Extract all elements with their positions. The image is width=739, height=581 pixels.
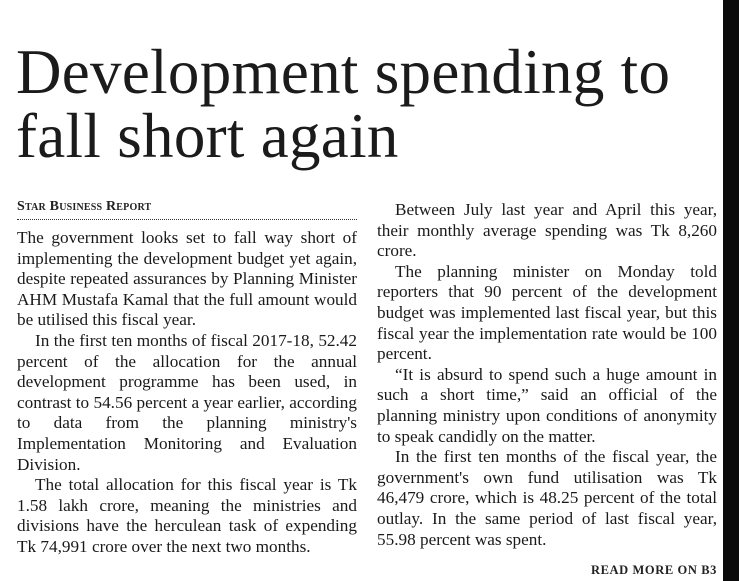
article-column-left (17, 198, 357, 558)
read-more-link[interactable]: READ MORE ON B3 (590, 563, 717, 577)
byline-divider (17, 219, 357, 220)
paragraph-planning-minister: The planning minister on Monday told reporters that 90 percent of the development budget was implemented last fiscal year, but this fiscal year the implementation rate would be 100 percent. (377, 261, 717, 364)
page-edge-bar (723, 0, 739, 581)
paragraph-intro: The government looks set to fall way short of implementing the development budget yet again, despite repeated assurances by Planning Minister AHM Mustafa Kamal that the full amount would be utilised this fiscal year. (17, 228, 357, 330)
article-column-right (377, 200, 717, 550)
paragraph-monthly-average: Between July last year and April this year, their monthly average spending was Tk 8,260 crore. (377, 200, 717, 261)
paragraph-first-ten-months: In the first ten months of fiscal 2017-18, 52.42 percent of the allocation for the annual development programme has been used, in contrast to 54.56 percent a year earlier, according to data from the planning ministry's Implementation Monitoring and Evaluation Division. (17, 330, 357, 474)
paragraph-total-allocation: The total allocation for this fiscal year is Tk 1.58 lakh crore, meaning the ministries and divisions have the herculean task of expending Tk 74,991 crore over the next two months. (17, 475, 357, 556)
paragraph-own-fund: In the first ten months of the fiscal year, the government's own fund utilisation was Tk 46,479 crore, which is 48.25 percent of the total outlay. In the same period of last fiscal year, 55.98 percent was spent. (377, 447, 717, 549)
headline: Development spending to fall short again (16, 37, 671, 171)
paragraph-official-quote: “It is absurd to spend such a huge amount in such a short time,” said an official of the planning ministry upon conditions of anonymity to speak candidly on the matter. (377, 364, 717, 446)
byline: Star Business Report (17, 199, 152, 214)
